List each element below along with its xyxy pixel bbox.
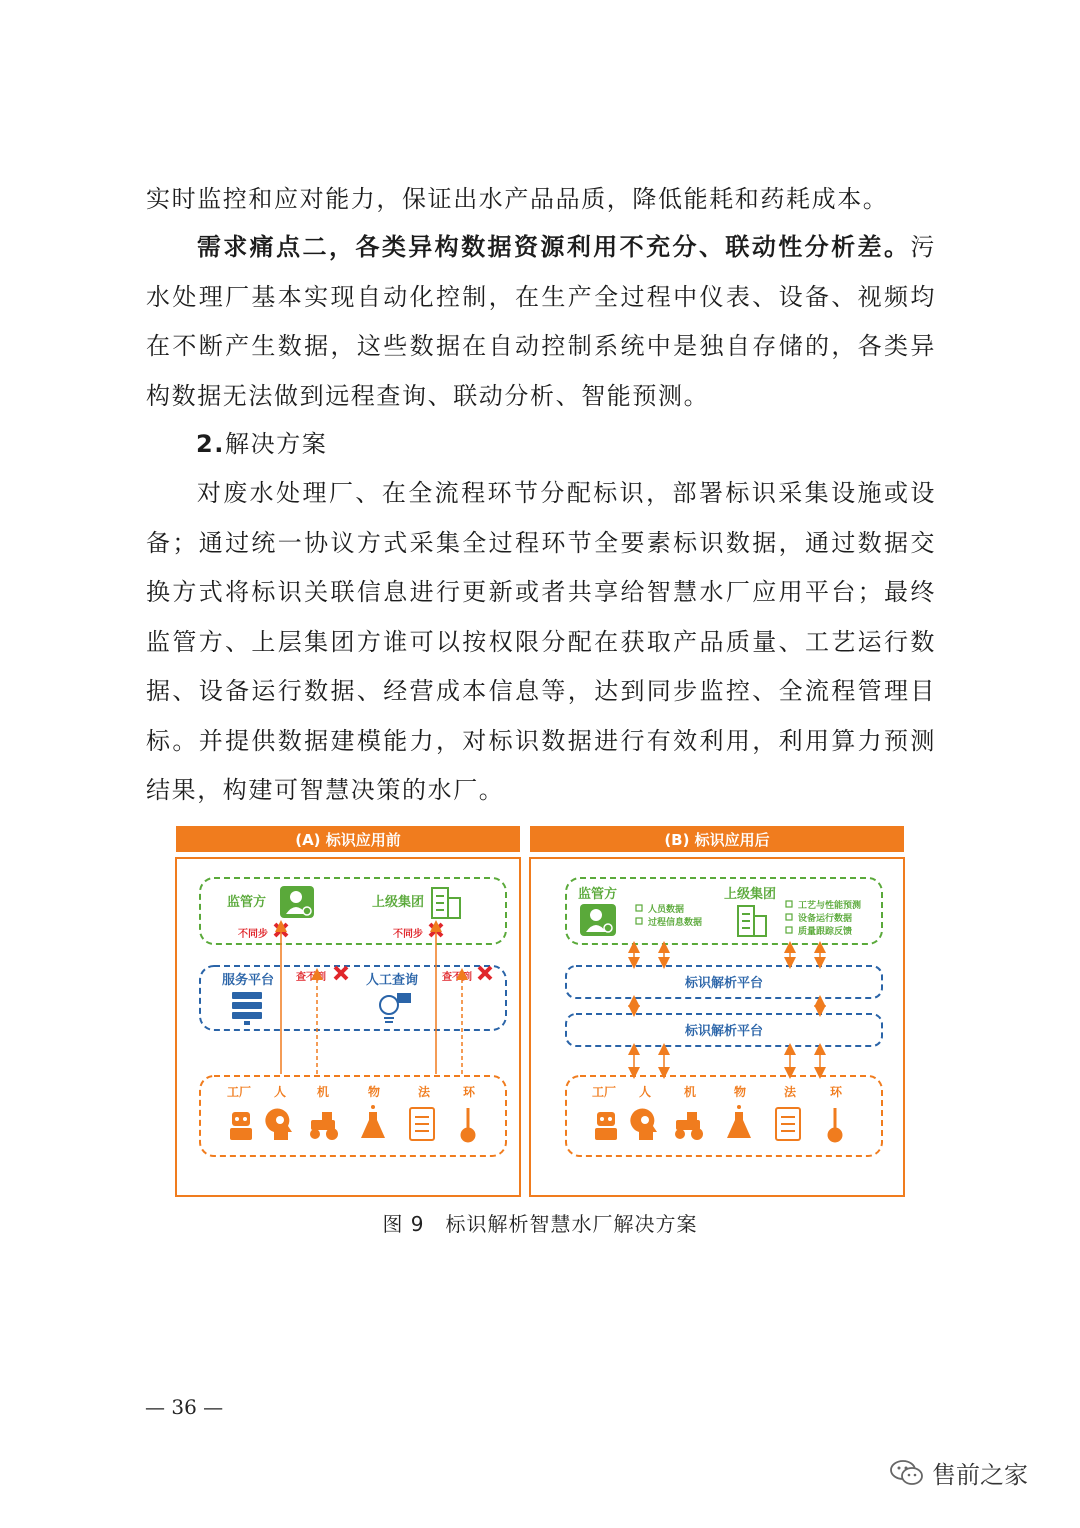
watermark bbox=[890, 1455, 1028, 1490]
regulator-icon bbox=[580, 904, 616, 936]
service-platform-label: 服务平台 bbox=[222, 973, 275, 988]
platform-label-2: 标识解析平台 bbox=[684, 1024, 764, 1039]
not-synced-label-2: 不同步 bbox=[393, 929, 423, 940]
server-icon bbox=[232, 992, 262, 1025]
panel-a bbox=[176, 826, 520, 1196]
svg-text:机: 机 bbox=[317, 1085, 330, 1099]
flask-icon bbox=[727, 1105, 751, 1138]
svg-text:设备运行数据: 设备运行数据 bbox=[798, 914, 853, 924]
robot-icon bbox=[595, 1112, 617, 1140]
regulator-label: 监管方 bbox=[227, 895, 267, 910]
svg-text:物: 物 bbox=[368, 1085, 381, 1099]
svg-text:工艺与性能预测: 工艺与性能预测 bbox=[798, 901, 862, 911]
page-number: — 36 — bbox=[145, 1395, 224, 1419]
svg-text:工厂: 工厂 bbox=[227, 1085, 252, 1099]
thermometer-icon bbox=[829, 1108, 841, 1141]
head-gear-icon bbox=[265, 1108, 292, 1140]
svg-text:质量跟踪反馈: 质量跟踪反馈 bbox=[798, 927, 853, 937]
bulb-icon bbox=[380, 994, 410, 1022]
tractor-icon bbox=[675, 1112, 703, 1140]
robot-icon bbox=[230, 1112, 252, 1140]
panel-b-title: (B) 标识应用后 bbox=[664, 831, 770, 849]
svg-text:过程信息数据: 过程信息数据 bbox=[648, 918, 703, 928]
svg-text:人: 人 bbox=[639, 1085, 652, 1099]
wechat-icon bbox=[890, 1459, 924, 1487]
building-icon bbox=[432, 888, 460, 918]
svg-text:人: 人 bbox=[274, 1085, 287, 1099]
paragraph-1: 实时监控和应对能力，保证出水产品品质，降低能耗和药耗成本。 bbox=[146, 185, 889, 213]
not-found-label-2: 查不到 bbox=[442, 972, 472, 983]
svg-text:工厂: 工厂 bbox=[592, 1085, 617, 1099]
panel-a-title: (A) 标识应用前 bbox=[295, 831, 401, 849]
not-synced-label-1: 不同步 bbox=[238, 929, 268, 940]
cross-icon bbox=[479, 967, 491, 979]
group-label-b: 上级集团 bbox=[724, 887, 777, 902]
section-heading: 2.解决方案 bbox=[196, 430, 328, 458]
svg-text:机: 机 bbox=[684, 1085, 697, 1099]
building-icon bbox=[738, 906, 766, 936]
manual-query-label: 人工查询 bbox=[366, 973, 419, 988]
flask-icon bbox=[361, 1105, 385, 1138]
pain-point-heading: 需求痛点二，各类异构数据资源利用不充分、联动性分析差。 bbox=[196, 233, 911, 261]
svg-text:环: 环 bbox=[830, 1085, 843, 1099]
paragraph-2: 需求痛点二，各类异构数据资源利用不充分、联动性分析差。污水处理厂基本实现自动化控制，在生产全过程中仪表、设备、视频均在不断产生数据，这些数据在自动控制系统中是独自存储的，各类异构数据无法做到远程查询、联动分析、智能预测。 bbox=[146, 233, 936, 410]
paragraph-3: 对废水处理厂、在全流程环节分配标识，部署标识采集设施或设备；通过统一协议方式采集全过程环节全要素标识数据，通过数据交换方式将标识关联信息进行更新或者共享给智慧水厂应用平台；最终监管方、上层集团方谁可以按权限分配在获取产品质量、工艺运行数据、设备运行数据、经营成本信息等，达到同步监控、全流程管理目标。并提供数据建模能力，对标识数据进行有效利用，利用算力预测结果，构建可智慧决策的水厂。 bbox=[146, 479, 936, 804]
figure-caption: 图 9 标识解析智慧水厂解决方案 bbox=[382, 1212, 698, 1236]
platform-label-1: 标识解析平台 bbox=[684, 976, 764, 991]
svg-text:物: 物 bbox=[734, 1085, 747, 1099]
group-label: 上级集团 bbox=[372, 895, 425, 910]
not-found-label-1: 查不到 bbox=[296, 972, 326, 983]
solution-diagram bbox=[174, 822, 908, 1200]
head-gear-icon bbox=[630, 1108, 657, 1140]
svg-text:法: 法 bbox=[784, 1085, 797, 1099]
checklist-icon bbox=[776, 1108, 800, 1140]
cross-icon bbox=[335, 967, 347, 979]
tractor-icon bbox=[310, 1112, 338, 1140]
panel-b bbox=[530, 826, 904, 1196]
svg-text:环: 环 bbox=[463, 1085, 476, 1099]
checklist-icon bbox=[410, 1108, 434, 1140]
thermometer-icon bbox=[462, 1108, 474, 1141]
regulator-label-b: 监管方 bbox=[578, 887, 618, 902]
regulator-icon bbox=[280, 886, 314, 918]
svg-text:法: 法 bbox=[418, 1085, 431, 1099]
svg-text:人员数据: 人员数据 bbox=[648, 905, 685, 915]
watermark-text: 售前之家 bbox=[932, 1461, 1028, 1489]
